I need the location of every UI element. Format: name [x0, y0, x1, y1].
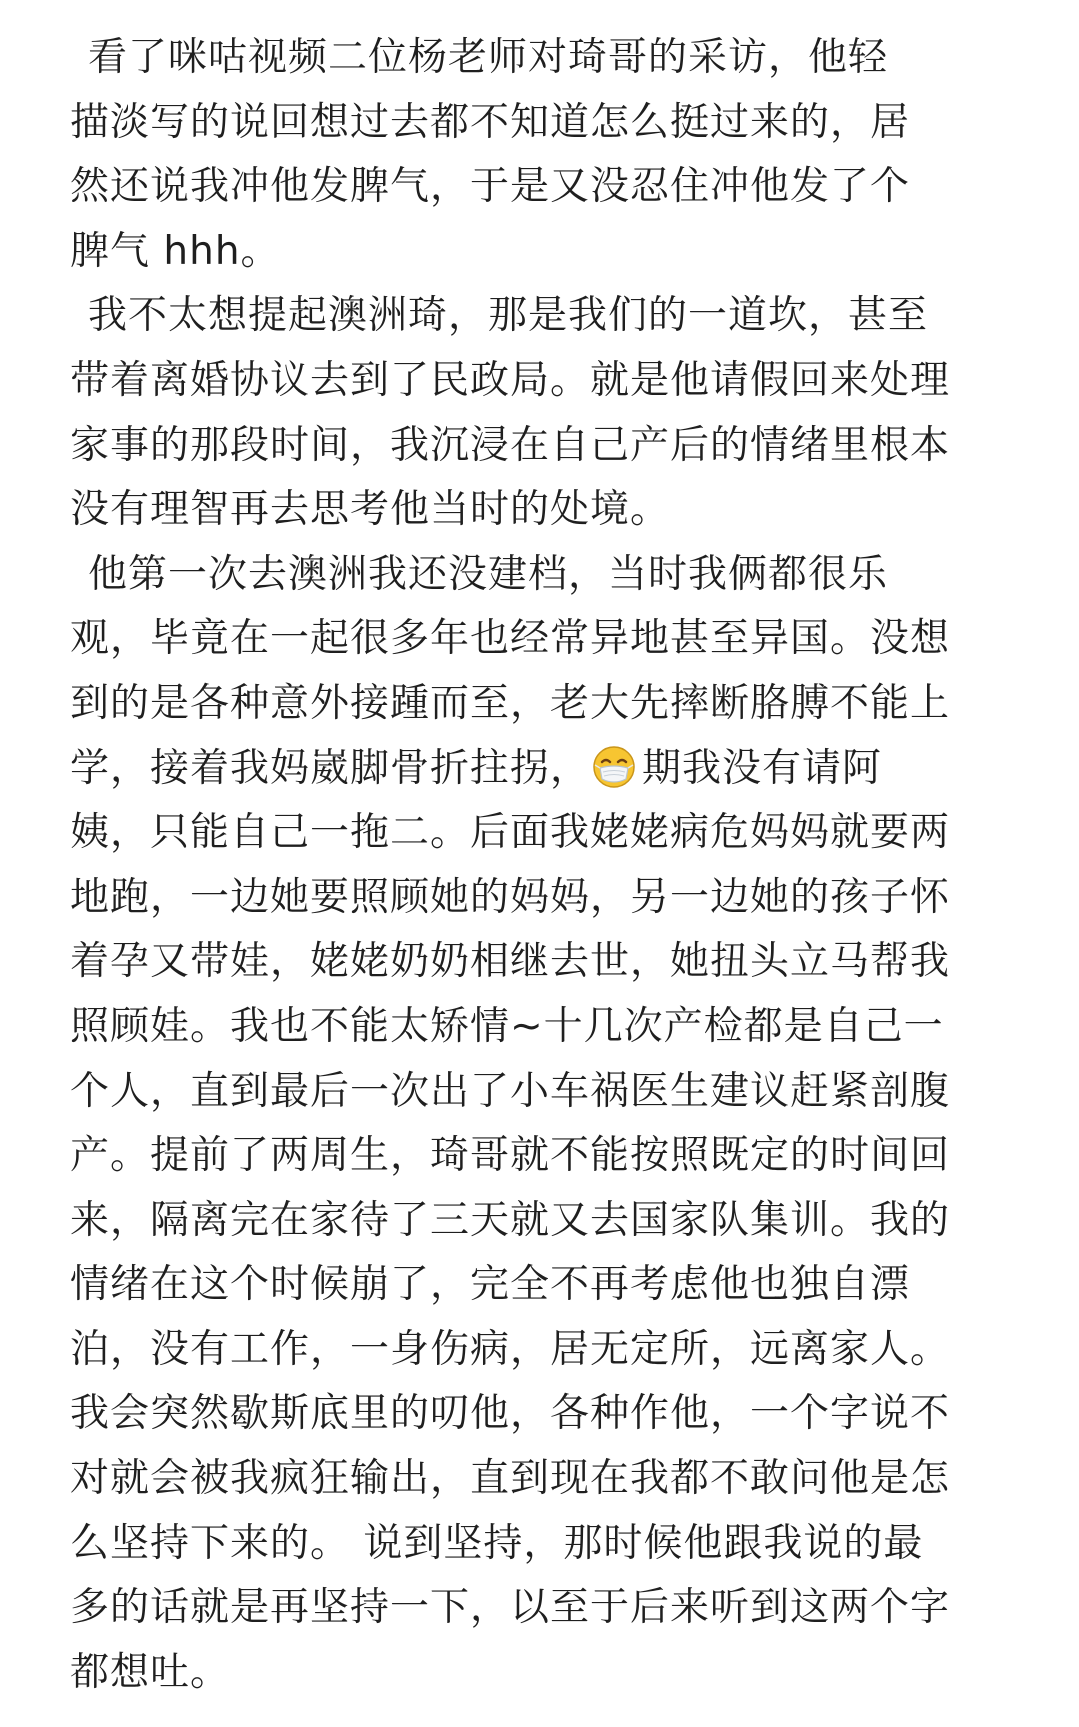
text-line: 来，隔离完在家待了三天就又去国家队集训。我的 [70, 1197, 951, 1243]
text-line: 产。提前了两周生，琦哥就不能按照既定的时间回 [70, 1133, 951, 1179]
text-line: 泊，没有工作，一身伤病，居无定所，远离家人。 [70, 1326, 951, 1372]
text-line: 都想吐。 [70, 1649, 231, 1695]
text-line: 地跑，一边她要照顾她的妈妈，另一边她的孩子怀 [70, 874, 951, 920]
text-line: 描淡写的说回想过去都不知道怎么挺过来的，居 [70, 99, 911, 145]
paragraph-1 [70, 26, 1019, 284]
text-line: 照顾娃。我也不能太矫情~十几次产检都是自己一 [70, 1003, 944, 1049]
paragraph-3 [70, 543, 1019, 1706]
text-line: 多的话就是再坚持一下，以至于后来听到这两个字 [70, 1585, 951, 1631]
text-line: 没有理智再去思考他当时的处境。 [70, 487, 671, 533]
text-line: 他第一次去澳洲我还没建档，当时我俩都很乐 [88, 551, 889, 597]
text-line: 看了咪咕视频二位杨老师对琦哥的采访，他轻 [88, 35, 889, 80]
text-segment: 学，接着我妈崴脚骨折拄拐， [70, 745, 591, 791]
text-line: 情绪在这个时候崩了，完全不再考虑他也独自漂 [70, 1262, 911, 1308]
mask-face-emoji-icon [592, 745, 636, 789]
text-line: 姨，只能自己一拖二。后面我姥姥病危妈妈就要两 [70, 810, 951, 856]
text-line: 带着离婚协议去到了民政局。就是他请假回来处理 [70, 357, 951, 403]
text-line: 到的是各种意外接踵而至，老大先摔断胳膊不能上 [70, 680, 951, 726]
text-line: 我会突然歇斯底里的叨他，各种作他，一个字说不 [70, 1391, 951, 1437]
text-line: 么坚持下来的。 说到坚持，那时候他跟我说的最 [70, 1520, 924, 1566]
text-line: 我不太想提起澳洲琦，那是我们的一道坎，甚至 [88, 293, 929, 339]
text-line: 观，毕竟在一起很多年也经常异地甚至异国。没想 [70, 616, 951, 662]
text-line: 对就会被我疯狂输出，直到现在我都不敢问他是怎 [70, 1456, 951, 1502]
paragraph-2 [70, 284, 1019, 542]
text-line-with-emoji [70, 737, 1019, 802]
text-line: 然还说我冲他发脾气，于是又没忍住冲他发了个 [70, 164, 911, 210]
text-segment: 期我没有请阿 [642, 745, 883, 791]
text-line: 着孕又带娃，姥姥奶奶相继去世，她扭头立马帮我 [70, 939, 951, 985]
text-line: 家事的那段时间，我沉浸在自己产后的情绪里根本 [70, 422, 951, 468]
text-line: 个人，直到最后一次出了小车祸医生建议赶紧剖腹 [70, 1068, 951, 1114]
text-line: 脾气 hhh。 [70, 228, 281, 274]
